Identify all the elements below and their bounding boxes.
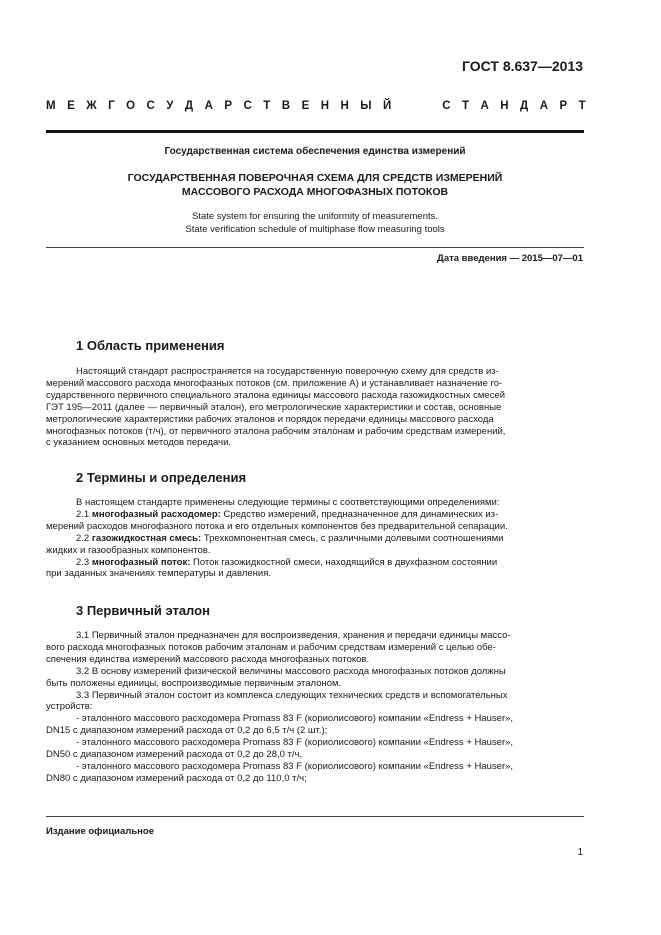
- term-definition: Средство измерений, предназначенное для динамических из-: [223, 508, 499, 520]
- banner-letter: М: [46, 100, 56, 112]
- banner-letter: Д: [184, 100, 194, 112]
- section-1-heading: 1 Область применения: [76, 338, 225, 353]
- edition-label: Издание официальное: [46, 826, 154, 837]
- banner-letter: Р: [224, 100, 233, 112]
- section-3-line: вого расхода многофазных потоков рабочим эталонам и рабочим средствам измерений с целью обе-: [46, 641, 496, 653]
- term-2-2: [46, 533, 584, 545]
- section-3-line: - эталонного массового расходомера Promass 83 F (кориолисового) компании «Endress + Hauser»,: [76, 737, 514, 749]
- term-definition: Поток газожидкостной смеси, находящийся в двухфазном состоянии: [193, 556, 498, 568]
- banner-letter: Ы: [360, 100, 372, 112]
- section-3-line: спечения единства измерений массового расхода многофазных потоков.: [46, 653, 370, 665]
- interstate-standard-banner: [46, 100, 586, 112]
- banner-letter: Ж: [86, 100, 97, 112]
- section-3-line: устройств:: [46, 701, 93, 713]
- section-3-line: DN80 с диапазоном измерений расхода от 0,2 до 110,0 т/ч;: [46, 772, 307, 784]
- banner-letter: А: [480, 100, 489, 112]
- section-1-line: мерений массового расхода многофазных потоков (см. приложение А) и устанавливает назначение го-: [46, 377, 503, 389]
- banner-letter: А: [539, 100, 549, 112]
- banner-gap: [403, 100, 431, 112]
- section-3-line: DN50 с диапазоном измерений расхода от 0,2 до 28,0 т/ч,: [46, 749, 303, 761]
- english-title-line1: State system for ensuring the uniformity of measurements.: [191, 211, 439, 222]
- section-1-line: метрологические характеристики рабочих эталонов и порядок передачи единицы массового расхода: [46, 413, 494, 425]
- term-definition: Трехкомпонентная смесь, с различными долевыми соотношениями: [203, 532, 504, 544]
- banner-letter: С: [442, 100, 451, 112]
- section-1-body: [46, 366, 584, 449]
- english-title-line2: State verification schedule of multiphase flow measuring tools: [185, 223, 445, 235]
- section-1-line: ГЭТ 195—2011 (далее — первичный эталон), его метрологические характеристики и состав, основные: [46, 401, 502, 413]
- term-2-3: [46, 557, 584, 569]
- banner-letter: С: [146, 100, 155, 112]
- term-2-1-cont: мерений расходов многофазного потока и его отдельных компонентов без предварительной сепарации.: [46, 520, 508, 532]
- section-1-line: Настоящий стандарт распространяется на государственную поверочную схему для средств из-: [76, 366, 499, 377]
- section-2-intro: В настоящем стандарте применены следующие термины с соответствующими определениями:: [76, 497, 500, 508]
- banner-letter: Н: [340, 100, 349, 112]
- section-3-line: быть положены единицы, воспроизводимые первичным эталоном.: [46, 677, 342, 689]
- term-name: газожидкостная смесь:: [91, 532, 202, 544]
- section-3-heading: 3 Первичный эталон: [76, 603, 210, 618]
- banner-letter: Е: [67, 100, 75, 112]
- banner-letter: У: [166, 100, 174, 112]
- section-1-line: сударственного первичного специального эталона единицы массового расхода газожидкостных смесей: [46, 389, 506, 401]
- banner-letter: Н: [500, 100, 509, 112]
- banner-letter: Е: [301, 100, 310, 112]
- section-3-line: - эталонного массового расходомера Promass 83 F (кориолисового) компании «Endress + Hauser»,: [76, 760, 514, 772]
- header-rule: [46, 130, 584, 133]
- section-3-line: - эталонного массового расходомера Promass 83 F (кориолисового) компании «Endress + Hauser»,: [76, 713, 514, 725]
- document-code: ГОСТ 8.637—2013: [461, 58, 583, 74]
- banner-letter: А: [204, 100, 213, 112]
- page-number: 1: [577, 847, 583, 858]
- term-2-1: [46, 509, 584, 521]
- section-2-heading: 2 Термины и определения: [76, 470, 247, 485]
- banner-letter: Д: [520, 100, 529, 112]
- banner-letter: Р: [559, 100, 568, 112]
- term-number: 2.2: [76, 532, 90, 544]
- term-number: 2.3: [76, 556, 90, 568]
- footer-rule: [46, 816, 584, 817]
- term-number: 2.1: [76, 508, 90, 520]
- banner-letter: Й: [383, 100, 392, 112]
- banner-letter: Т: [461, 100, 470, 112]
- term-2-3-cont: при заданных значениях температуры и давления.: [46, 568, 272, 580]
- section-1-line: с указанием основных методов передачи.: [46, 437, 232, 449]
- banner-letter: Г: [108, 100, 115, 112]
- main-title-line1: ГОСУДАРСТВЕННАЯ ПОВЕРОЧНАЯ СХЕМА ДЛЯ СРЕДСТВ ИЗМЕРЕНИЙ: [127, 172, 503, 184]
- banner-letter: Н: [320, 100, 330, 112]
- section-3-body: [46, 630, 584, 785]
- system-title: Государственная система обеспечения единства измерений: [164, 146, 466, 157]
- section-3-line: 3.1 Первичный эталон предназначен для воспроизведения, хранения и передачи единицы массо-: [76, 630, 511, 641]
- banner-letter: Т: [263, 100, 271, 112]
- main-title: [46, 171, 584, 199]
- section-2-body: [46, 497, 584, 580]
- english-title: [46, 211, 584, 236]
- section-3-line: 3.3 Первичный эталон состоит из комплекса следующих технических средств и вспомогательных: [76, 689, 508, 701]
- title-block: [46, 146, 584, 236]
- term-2-2-cont: жидких и газообразных компонентов.: [46, 544, 211, 556]
- section-1-line: многофазных потоков (т/ч), от первичного эталона рабочим эталонам и рабочим средствам измерений,: [46, 425, 506, 437]
- banner-letter: В: [281, 100, 291, 112]
- section-3-line: 3.2 В основу измерений физической величины массового расхода многофазных потоков должны: [76, 665, 506, 677]
- banner-letter: Т: [578, 100, 586, 112]
- section-3-line: DN15 с диапазоном измерений расхода от 0,2 до 6,5 т/ч (2 шт.);: [46, 725, 328, 737]
- title-divider: [46, 247, 584, 248]
- banner-letter: О: [126, 100, 136, 112]
- banner-letter: С: [243, 100, 252, 112]
- introduction-date: Дата введения — 2015—07—01: [437, 253, 583, 264]
- term-name: многофазный поток:: [91, 556, 191, 568]
- term-name: многофазный расходомер:: [91, 508, 221, 520]
- main-title-line2: МАССОВОГО РАСХОДА МНОГОФАЗНЫХ ПОТОКОВ: [181, 186, 449, 198]
